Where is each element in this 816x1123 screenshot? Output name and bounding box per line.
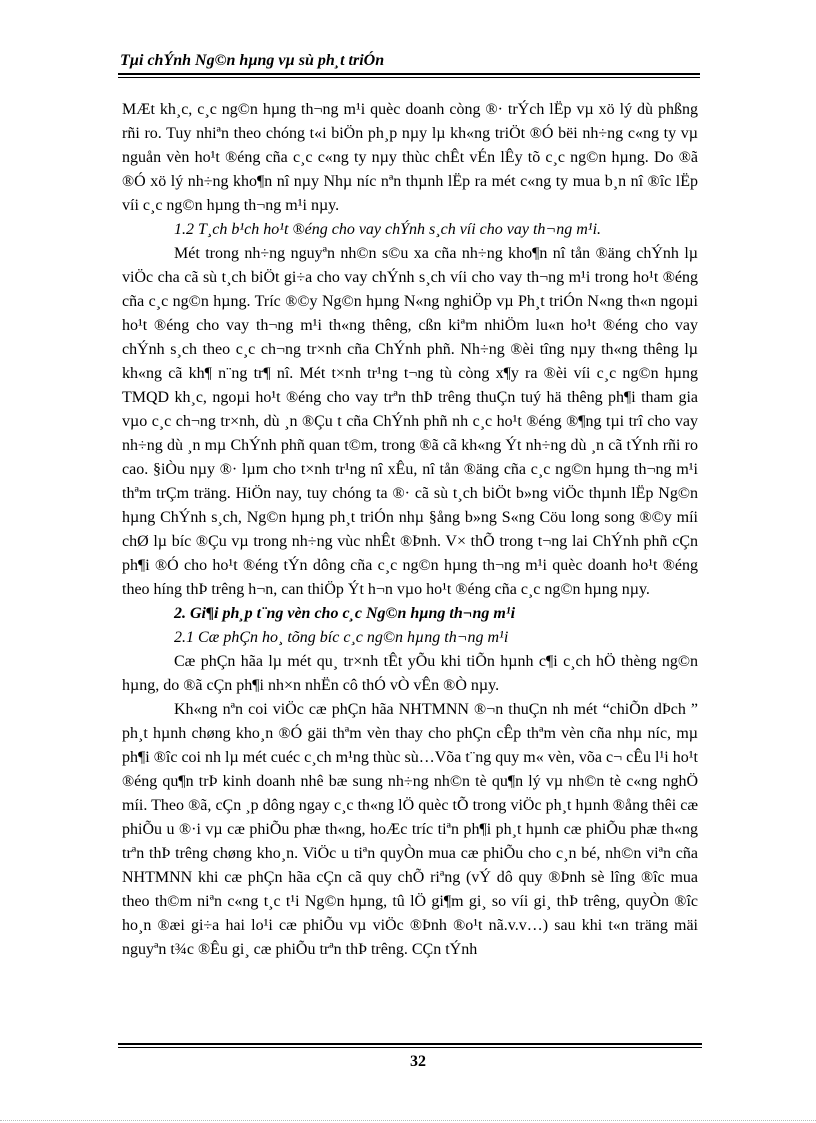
paragraph-continuation: MÆt kh¸c, c¸c ng©n hµng th¬ng m¹i quèc doanh còng ®· trÝch lËp vµ xö lý dù phßng rñi ro. Tuy nhiªn theo chóng t«i biÖn ph¸p nµy lµ kh«ng triÖt ®Ó bëi nh÷ng c«ng ty vµ nguån vèn ho¹t ®éng cña c¸c c«ng ty nµy thùc chÊt vÉn lÊy tõ c¸c ng©n hµng. Do ®ã ®Ó xö lý nh÷ng kho¶n nî nµy Nhµ níc nªn thµnh lËp ra mét c«ng ty mua b¸n nî ®îc lËp víi c¸c ng©n hµng th¬ng m¹i nµy. [122, 101, 698, 214]
header-rule [118, 73, 700, 75]
header-rule-secondary [118, 77, 700, 78]
subsection-heading-2-1: 2.1 Cæ phÇn ho¸ tõng bíc c¸c ng©n hµng th¬ng m¹i [174, 629, 509, 646]
footer-rule [118, 1043, 702, 1045]
paragraph-equitization-detail: Kh«ng nªn coi viÖc cæ phÇn hãa NHTMNN ®¬n thuÇn nh mét “chiÕn dÞch ” ph¸t hµnh chøng kho¸n ®Ó gäi thªm vèn thay cho phÇn cÊp thªm vèn cña nhµ níc, mµ ph¶i ®îc coi nh lµ mét cuéc c¸ch m¹ng thùc sù…Võa t¨ng quy m« vèn, võa c¬ cÊu l¹i ho¹t ®éng qu¶n trÞ kinh doanh nhê bæ sung nh÷ng nh©n tè qu¶n lý vµ nh©n tè c«ng nghÖ míi. Theo ®ã, cÇn ¸p dông ngay c¸c th«ng lÖ quèc tÕ trong viÖc ph¸t hµnh ®ång thêi cæ phiÕu u ®·i vµ cæ phiÕu phæ th«ng, hoÆc tríc tiªn ph¶i ph¸t hµnh cæ phiÕu phæ th«ng trªn thÞ trêng chøng kho¸n. ViÖc u tiªn quyÒn mua cæ phiÕu cho c¸n bé, nh©n viªn cña NHTMNN khi cæ phÇn hãa cÇn cã quy chÕ riªng (vÝ dô quy ®Þnh sè lîng ®îc mua theo th©m niªn c«ng t¸c t¹i Ng©n hµng, tû lÖ gi¶m gi¸ so víi gi¸ thÞ trêng, quyÒn ®îc ho¸n ®æi gi÷a hai lo¹i cæ phiÕu vµ viÖc ®Þnh ®o¹t nã.v.v…) sau khi t«n träng mäi nguyªn t¾c ®Êu gi¸ cæ phiÕu trªn thÞ trêng. CÇn tÝnh [122, 701, 698, 958]
page-number: 32 [410, 1053, 426, 1070]
subsection-heading-1-2: 1.2 T¸ch b¹ch ho¹t ®éng cho vay chÝnh s¸ch víi cho vay th¬ng m¹i. [174, 221, 602, 238]
section-heading-2: 2. Gi¶i ph¸p t¨ng vèn cho c¸c Ng©n hµng th¬ng m¹i [174, 605, 516, 622]
page-edge-border [0, 1120, 816, 1121]
footer-rule-secondary [118, 1047, 702, 1048]
page-body [122, 98, 698, 962]
paragraph-policy-lending: Mét trong nh÷ng nguyªn nh©n s©u xa cña nh÷ng kho¶n nî tån ®äng chÝnh lµ viÖc cha cã sù t¸ch biÖt gi÷a cho vay chÝnh s¸ch víi cho vay th¬ng m¹i trong ho¹t ®éng cña c¸c ng©n hµng. Tríc ®©y Ng©n hµng N«ng nghiÖp vµ Ph¸t triÓn N«ng th«n ngoµi ho¹t ®éng cho vay th¬ng m¹i th«ng thêng, cßn kiªm nhiÖm lu«n ho¹t ®éng cho vay chÝnh s¸ch theo c¸c ch¬ng tr×nh cña ChÝnh phñ. Nh÷ng ®èi tîng nµy th«ng thêng lµ kh«ng cã kh¶ n¨ng tr¶ nî. Mét t×nh tr¹ng t¬ng tù còng x¶y ra ®èi víi c¸c ng©n hµng TMQD kh¸c, ngoµi ho¹t ®éng cho vay trªn thÞ trêng thuÇn tuý hä thêng ph¶i tham gia vµo c¸c ch¬ng tr×nh, dù ¸n ®Çu t cña ChÝnh phñ nh c¸c ho¹t ®éng ®¶ng tµi trî cho vay nh÷ng dù ¸n mµ ChÝnh phñ quan t©m, trong ®ã cã kh«ng Ýt nh÷ng dù ¸n cã tÝnh rñi ro cao. §iÒu nµy ®· lµm cho t×nh tr¹ng nî xÊu, nî tån ®äng cña c¸c ng©n hµng th¬ng m¹i thªm trÇm träng. HiÖn nay, tuy chóng ta ®· cã sù t¸ch biÖt b»ng viÖc thµnh lËp Ng©n hµng ChÝnh s¸ch, Ng©n hµng ph¸t triÓn nhµ §ång b»ng S«ng Cöu long song ®©y míi chØ lµ bíc ®Çu vµ trong nh÷ng vùc nhÊt ®Þnh. V× thÕ trong t¬ng lai ChÝnh phñ cÇn ph¶i ®Ó cho ho¹t ®éng tÝn dông cña c¸c ng©n hµng th¬ng m¹i quèc doanh ho¹t ®éng theo híng thÞ trêng h¬n, can thiÖp Ýt h¬n vµo ho¹t ®éng cña c¸c ng©n hµng nµy. [122, 245, 698, 598]
paragraph-equitization-intro: Cæ phÇn hãa lµ mét qu¸ tr×nh tÊt yÕu khi tiÕn hµnh c¶i c¸ch hÖ thèng ng©n hµng, do ®ã cÇn ph¶i nh×n nhËn cô thÓ vÒ vÊn ®Ò nµy. [122, 653, 698, 694]
running-header: Tµi chÝnh Ng©n hµng vµ sù ph¸t triÓn [120, 52, 385, 69]
